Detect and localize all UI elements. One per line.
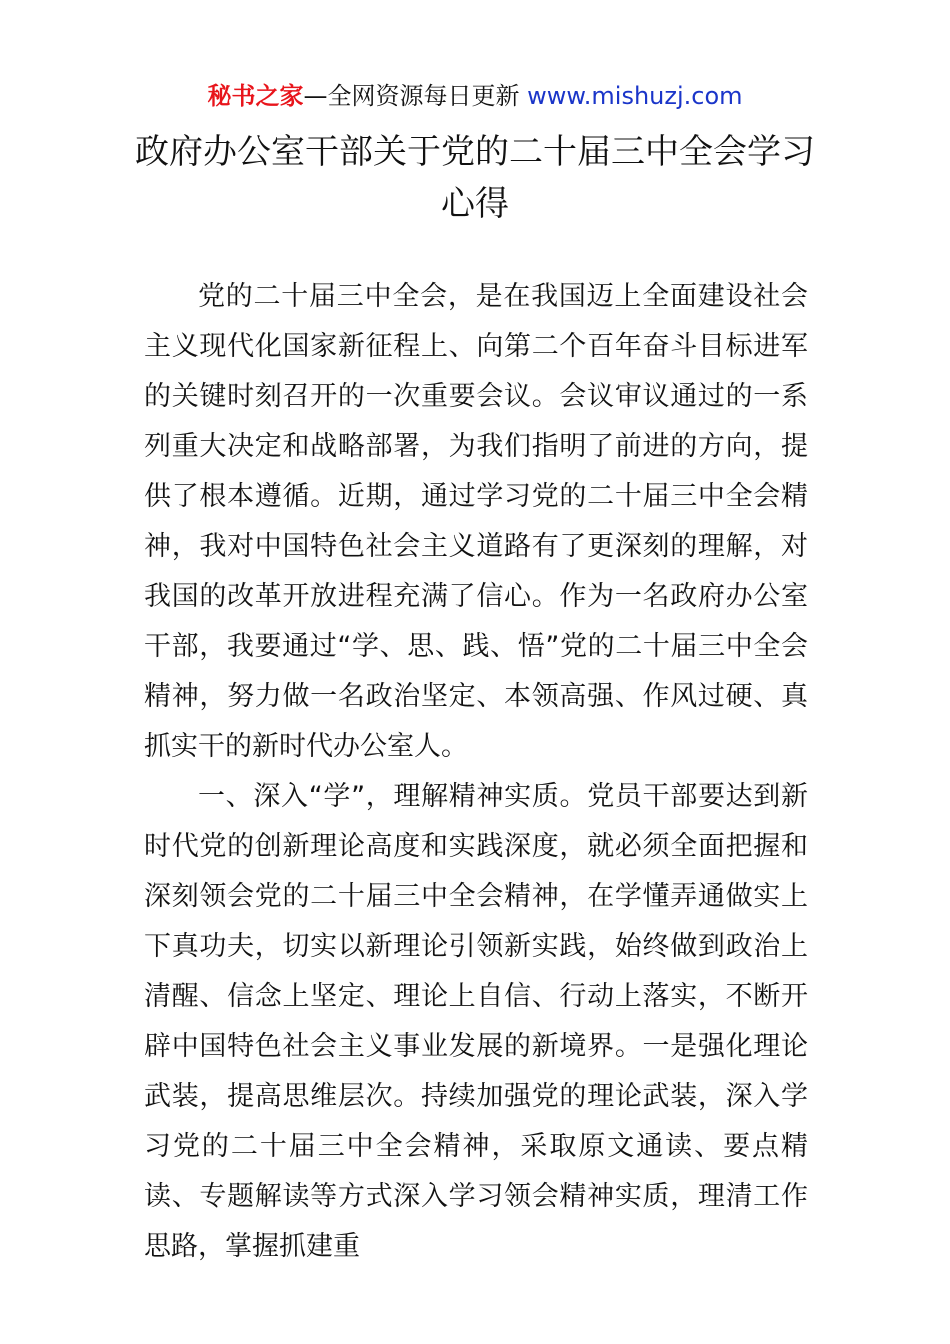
- paragraph-intro: 党的二十届三中全会，是在我国迈上全面建设社会主义现代化国家新征程上、向第二个百年奋斗目标进军的关键时刻召开的一次重要会议。会议审议通过的一系列重大决定和战略部署，为我们指明了前进的方向，提供了根本遵循。近期，通过学习党的二十届三中全会精神，我对中国特色社会主义道路有了更深刻的理解，对我国的改革开放进程充满了信心。作为一名政府办公室干部，我要通过“学、思、践、悟”党的二十届三中全会精神，努力做一名政治坚定、本领高强、作风过硬、真抓实干的新时代办公室人。: [144, 281, 808, 762]
- brand-name: 秘书之家: [207, 82, 304, 110]
- document-body: [144, 272, 808, 1272]
- header-tagline: —全网资源每日更新: [303, 82, 520, 110]
- paragraph-section-1: 一、深入“学”，理解精神实质。党员干部要达到新时代党的创新理论高度和实践深度，就必须全面把握和深刻领会党的二十届三中全会精神，在学懂弄通做实上下真功夫，切实以新理论引领新实践，始终做到政治上清醒、信念上坚定、理论上自信、行动上落实，不断开辟中国特色社会主义事业发展的新境界。一是强化理论武装，提高思维层次。持续加强党的理论武装，深入学习党的二十届三中全会精神，采取原文通读、要点精读、专题解读等方式深入学习领会精神实质，理清工作思路，掌握抓建重: [144, 781, 808, 1262]
- site-url-link[interactable]: www.mishuzj.com: [527, 82, 743, 110]
- site-header: [0, 80, 950, 112]
- document-title: 政府办公室干部关于党的二十届三中全会学习心得: [135, 132, 815, 224]
